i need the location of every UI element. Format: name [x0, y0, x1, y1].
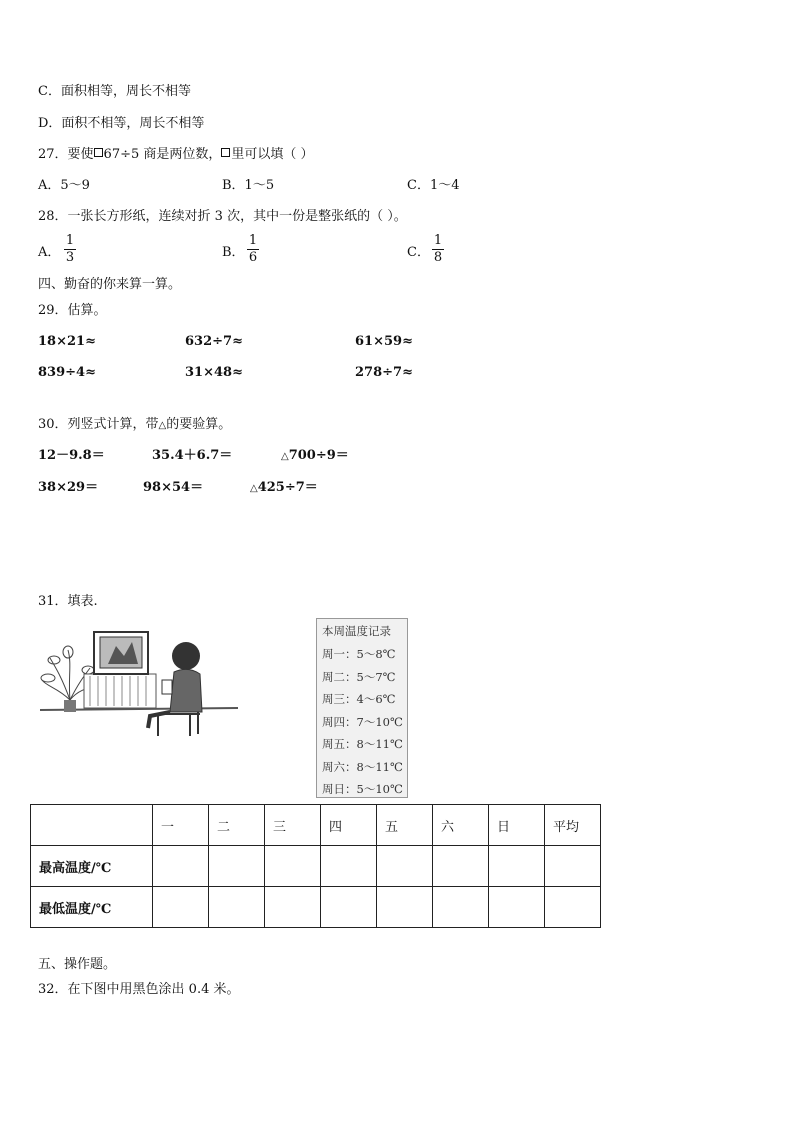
q30-item: 98×54＝ [143, 480, 204, 495]
row-label-low: 最低温度/℃ [31, 887, 153, 928]
answer-cell[interactable] [153, 887, 209, 928]
answer-cell[interactable] [321, 887, 377, 928]
answer-cell[interactable] [489, 887, 545, 928]
blank-box-icon [221, 148, 230, 157]
triangle-icon: △ [250, 483, 258, 494]
blank-box-icon [94, 148, 103, 157]
section-4-title: 四、勤奋的你来算一算。 [38, 277, 182, 292]
q30-title-end: 的要验算。 [166, 417, 232, 432]
q28-option-c-fraction [432, 234, 444, 265]
temperature-record-card [316, 618, 408, 798]
section-5-title: 五、操作题。 [38, 957, 117, 972]
answer-cell[interactable] [209, 846, 265, 887]
table-header-cell: 六 [433, 805, 489, 846]
answer-cell[interactable] [489, 846, 545, 887]
triangle-icon: △ [281, 451, 289, 462]
record-title: 本周温度记录 [322, 624, 391, 638]
q30-item: 12－9.8＝ [38, 448, 105, 463]
answer-cell[interactable] [153, 846, 209, 887]
table-header-cell: 二 [209, 805, 265, 846]
child-watching-tv-illustration [38, 628, 242, 740]
record-line: 周五：8～11℃ [322, 737, 403, 751]
q29-item: 61×59≈ [355, 334, 413, 349]
record-line: 周日：5～10℃ [322, 782, 403, 796]
table-header-cell: 一 [153, 805, 209, 846]
q28-stem: 28．一张长方形纸，连续对折 3 次，其中一份是整张纸的（ ）。 [38, 209, 407, 224]
answer-cell[interactable] [209, 887, 265, 928]
q30-item [250, 480, 318, 497]
q28-option-a-label: A． [38, 245, 61, 260]
q32-stem: 32．在下图中用黑色涂出 0.4 米。 [38, 982, 240, 997]
q30-item [281, 448, 349, 465]
record-line: 周三：4～6℃ [322, 692, 396, 706]
table-header-cell: 三 [265, 805, 321, 846]
q28-option-b-label: B． [222, 245, 245, 260]
fraction-numerator: 1 [65, 233, 75, 248]
answer-cell[interactable] [433, 887, 489, 928]
answer-cell[interactable] [377, 846, 433, 887]
table-header-cell: 日 [489, 805, 545, 846]
q27-stem [38, 147, 314, 163]
answer-cell[interactable] [377, 887, 433, 928]
q28-option-b-fraction [247, 234, 259, 265]
table-header-row [31, 805, 601, 846]
q27-option-b: B．1～5 [222, 178, 275, 193]
fraction-denominator: 8 [433, 250, 443, 265]
q28-option-a-fraction [64, 234, 76, 265]
q30-item-text: 425÷7＝ [257, 480, 318, 495]
q30-item: 38×29＝ [38, 480, 99, 495]
q29-item: 18×21≈ [38, 334, 96, 349]
table-corner-cell [31, 805, 153, 846]
q30-item-text: 700÷9＝ [288, 448, 349, 463]
q27-stem-a: 27．要使 [38, 147, 94, 162]
q27-option-c: C．1～4 [407, 178, 460, 193]
row-label-high: 最高温度/℃ [31, 846, 153, 887]
table-row [31, 846, 601, 887]
triangle-icon: △ [158, 420, 167, 431]
fraction-denominator: 3 [65, 250, 75, 265]
q26-option-c: C．面积相等，周长不相等 [38, 84, 191, 99]
record-line: 周一：5～8℃ [322, 647, 396, 661]
answer-cell[interactable] [265, 846, 321, 887]
q27-stem-b: 67÷5 商是两位数， [103, 147, 222, 162]
q27-stem-c: 里可以填（ ） [231, 147, 314, 162]
q29-item: 632÷7≈ [185, 334, 243, 349]
fraction-numerator: 1 [248, 233, 258, 248]
answer-cell[interactable] [433, 846, 489, 887]
q30-title-start: 30．列竖式计算，带 [38, 417, 159, 432]
temperature-table [30, 804, 601, 928]
answer-cell[interactable] [265, 887, 321, 928]
q29-item: 278÷7≈ [355, 365, 413, 380]
q29-title: 29．估算。 [38, 303, 107, 318]
q29-item: 31×48≈ [185, 365, 243, 380]
fraction-numerator: 1 [433, 233, 443, 248]
answer-cell[interactable] [321, 846, 377, 887]
q31-title: 31．填表. [38, 594, 98, 609]
table-header-cell: 四 [321, 805, 377, 846]
q27-option-a: A．5～9 [38, 178, 90, 193]
q29-item: 839÷4≈ [38, 365, 96, 380]
table-row [31, 887, 601, 928]
answer-cell[interactable] [545, 887, 601, 928]
record-line: 周二：5～7℃ [322, 670, 396, 684]
record-line: 周四：7～10℃ [322, 715, 403, 729]
q30-title [38, 417, 231, 434]
record-line: 周六：8～11℃ [322, 760, 403, 774]
table-header-cell: 五 [377, 805, 433, 846]
table-header-cell: 平均 [545, 805, 601, 846]
q26-option-d: D．面积不相等，周长不相等 [38, 116, 205, 131]
answer-cell[interactable] [545, 846, 601, 887]
fraction-denominator: 6 [248, 250, 258, 265]
q30-item: 35.4＋6.7＝ [152, 448, 233, 463]
q28-option-c-label: C． [407, 245, 430, 260]
